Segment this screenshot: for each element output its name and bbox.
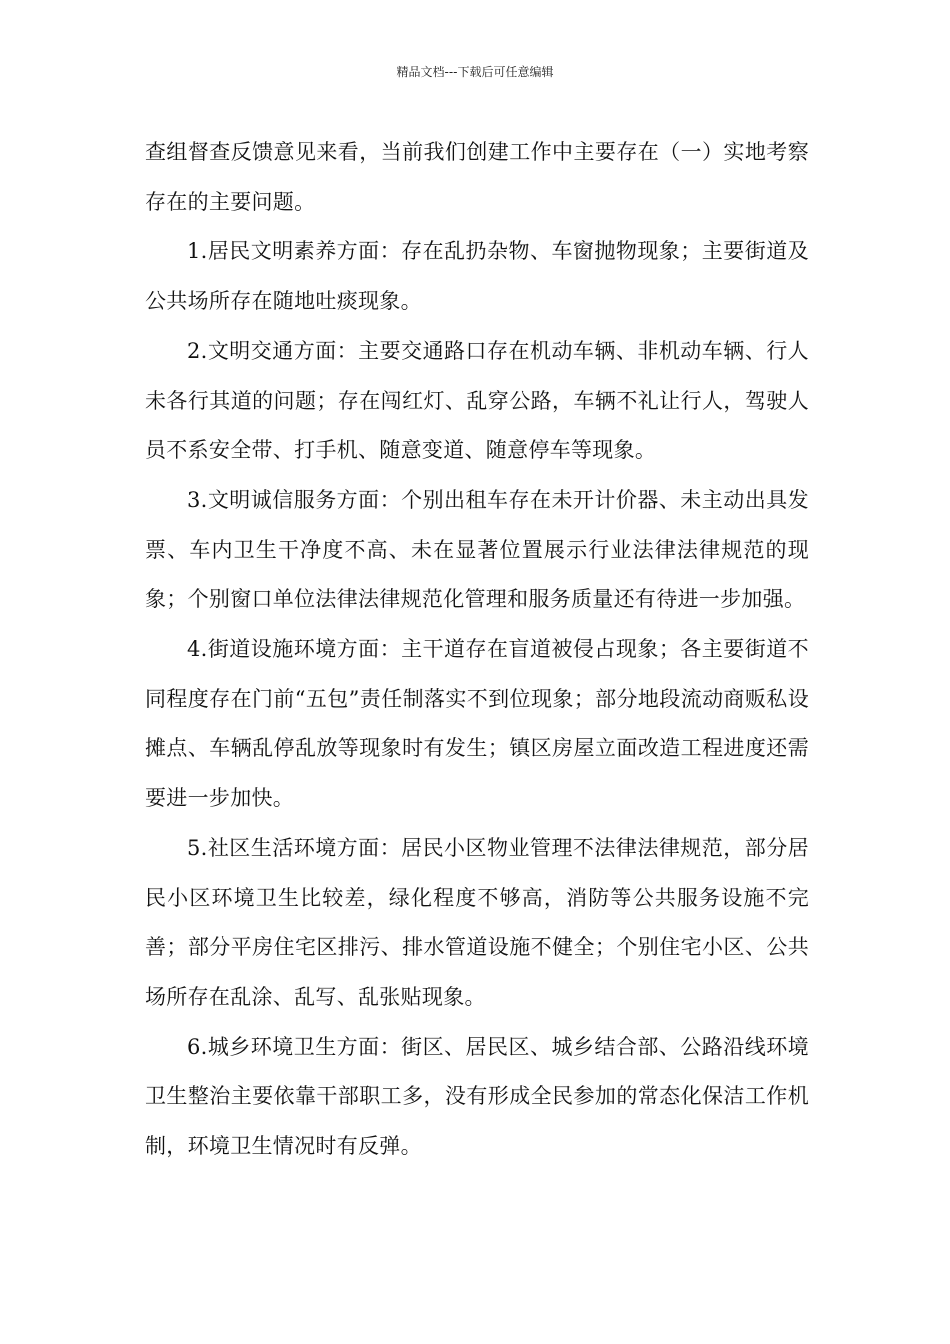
paragraph-item-1: 1.居民文明素养方面：存在乱扔杂物、车窗抛物现象；主要街道及公共场所存在随地吐痰现象。	[145, 239, 809, 314]
document-body	[145, 128, 809, 1172]
paragraph-item-2: 2.文明交通方面：主要交通路口存在机动车辆、非机动车辆、行人未各行其道的问题；存在闯红灯、乱穿公路，车辆不礼让行人，驾驶人员不系安全带、打手机、随意变道、随意停车等现象。	[145, 338, 809, 463]
paragraph-item-6: 6.城乡环境卫生方面：街区、居民区、城乡结合部、公路沿线环境卫生整治主要依靠干部职工多，没有形成全民参加的常态化保洁工作机制，环境卫生情况时有反弹。	[145, 1034, 809, 1159]
paragraph-continuation: 查组督查反馈意见来看，当前我们创建工作中主要存在（一）实地考察存在的主要问题。	[145, 140, 809, 214]
paragraph-item-4: 4.街道设施环境方面：主干道存在盲道被侵占现象；各主要街道不同程度存在门前“五包”责任制落实不到位现象；部分地段流动商贩私设摊点、车辆乱停乱放等现象时有发生；镇区房屋立面改造工程进度还需要进一步加快。	[145, 637, 809, 811]
paragraph-item-5: 5.社区生活环境方面：居民小区物业管理不法律法律规范，部分居民小区环境卫生比较差，绿化程度不够高，消防等公共服务设施不完善；部分平房住宅区排污、排水管道设施不健全；个别住宅小区、公共场所存在乱涂、乱写、乱张贴现象。	[145, 835, 809, 1009]
page-header: 精品文档---下载后可任意编辑	[396, 65, 554, 79]
paragraph-item-3: 3.文明诚信服务方面：个别出租车存在未开计价器、未主动出具发票、车内卫生干净度不高、未在显著位置展示行业法律法律规范的现象；个别窗口单位法律法律规范化管理和服务质量还有待进一步加强。	[145, 487, 809, 612]
